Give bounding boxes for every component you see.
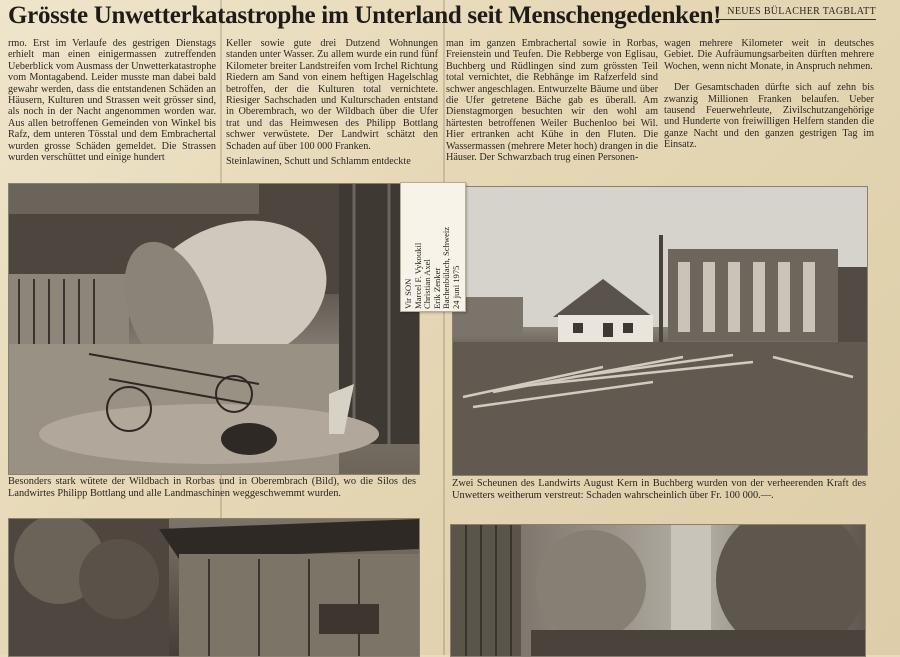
- article-column-2: [226, 38, 438, 167]
- article-column-4: [664, 38, 874, 151]
- photo-illustration: [9, 519, 419, 656]
- photo-illustration: [9, 184, 419, 474]
- article-paragraph: Steinlawinen, Schutt und Schlamm entdeckte: [226, 156, 411, 168]
- photo-flooded-farm-silo: [8, 183, 420, 475]
- photo-illustration: [453, 187, 867, 475]
- article-column-1: [8, 38, 216, 163]
- article-column-3: [446, 38, 658, 163]
- article-paragraph: man im ganzen Embrachertal sowie in Rorbas, Freienstein und Teufen. Die Rebberge von Eglisau, Buchberg und Rüdlingen sind zum grössten Teil total vernichtet, die Rebhänge im Rafzerfeld sind schwer angeschlagen. Entwurzelte Bäume und über die Ufer getretene Bäche gab es überall. Am Dienstagmorgen besuchten wir den wohl am härtesten betroffenen Weiler Buchenloo bei Wil. Hier ertranken acht Kühe in den Fluten. Die Wassermassen (mehrere Meter hoch) drangen in die Häuser. Der Schwarzbach trug einen Personen-: [446, 38, 658, 164]
- photo-caption: Besonders stark wütete der Wildbach in Rorbas und in Oberembrach (Bild), wo die Silos des Landwirtes Philipp Bottlang und alle Landmaschinen weggeschwemmt wurden.: [8, 476, 416, 499]
- photo-illustration: [451, 525, 865, 656]
- archive-label-text: [404, 185, 462, 309]
- slip-line: Vir SON: [403, 278, 414, 309]
- slip-line: Bachenbülach, Schweiz: [441, 226, 452, 309]
- slip-line: Marcel F. Vykoukil: [412, 242, 423, 309]
- article-paragraph: Keller sowie gute drei Dutzend Wohnungen standen unter Wasser. Zu allem wurde ein rund fünf Kilometer breiter Landstreifen vom Irchel Richtung Riedern am Sand von einem heftigen Hagelschlag betroffen, der die Kulturen total vernichtete. Riesiger Sachschaden und Kulturschaden entstand in Oberembrach, wo der Wildbach über die Ufer trat und das Heimwesen des Philipp Bottlang schwer verwüstete. Der Landwirt schätzt den Schaden auf über 100 000 Franken.: [226, 38, 438, 152]
- slip-line: 24 juni 1975: [451, 265, 462, 309]
- article-paragraph: Der Gesamtschaden dürfte sich auf zehn bis zwanzig Millionen Franken belaufen. Ueber tausend Feuerwehrleute, Zivilschutzangehörige und Hunderte von freiwilligen Helfern standen die ganze Nacht und den ganzen gestrigen Tag im Einsatz.: [664, 82, 874, 151]
- masthead: NEUES BÜLACHER TAGBLATT: [716, 6, 876, 20]
- photo-shed-trees: [450, 524, 866, 657]
- article-paragraph: wagen mehrere Kilometer weit in deutsches Gebiet. Die Aufräumungsarbeiten dürften mehrere Wochen, wenn nicht Monate, in Anspruch nehmen.: [664, 38, 874, 72]
- article-paragraph: rmo. Erst im Verlaufe des gestrigen Dienstags erhielt man einen einigermassen zutreffenden Ueberblick vom Ausmass der Unwetterkatastrophe vom Montagabend. Leider musste man dabei bald gewahr werden, dass die entstandenen Schäden an Häusern, Kulturen und Strassen weit grösser sind, als noch in der Nacht angenommen worden war. Aus allen betroffenen Gemeinden von Winkel bis Rafz, dem unteren Tösstal und dem Embrachertal wurden grosse Schäden gemeldet. Die Strassen wurden verschüttet und einige hundert: [8, 38, 216, 164]
- photo-scattered-barns: [452, 186, 868, 476]
- photo-barn-trees: [8, 518, 420, 657]
- slip-line: Erik Zenker: [432, 267, 442, 309]
- headline: Grösste Unwetterkatastrophe im Unterland seit Menschengedenken!: [8, 2, 722, 29]
- archive-label-slip: [400, 182, 466, 312]
- photo-caption: Zwei Scheunen des Landwirts August Kern in Buchberg wurden von der verheerenden Kraft des Unwetters weitherum verstreut: Schaden wahrscheinlich über Fr. 100 000.—.: [452, 478, 866, 501]
- column-fold: [443, 0, 445, 655]
- slip-line: Christian Axel: [422, 259, 433, 309]
